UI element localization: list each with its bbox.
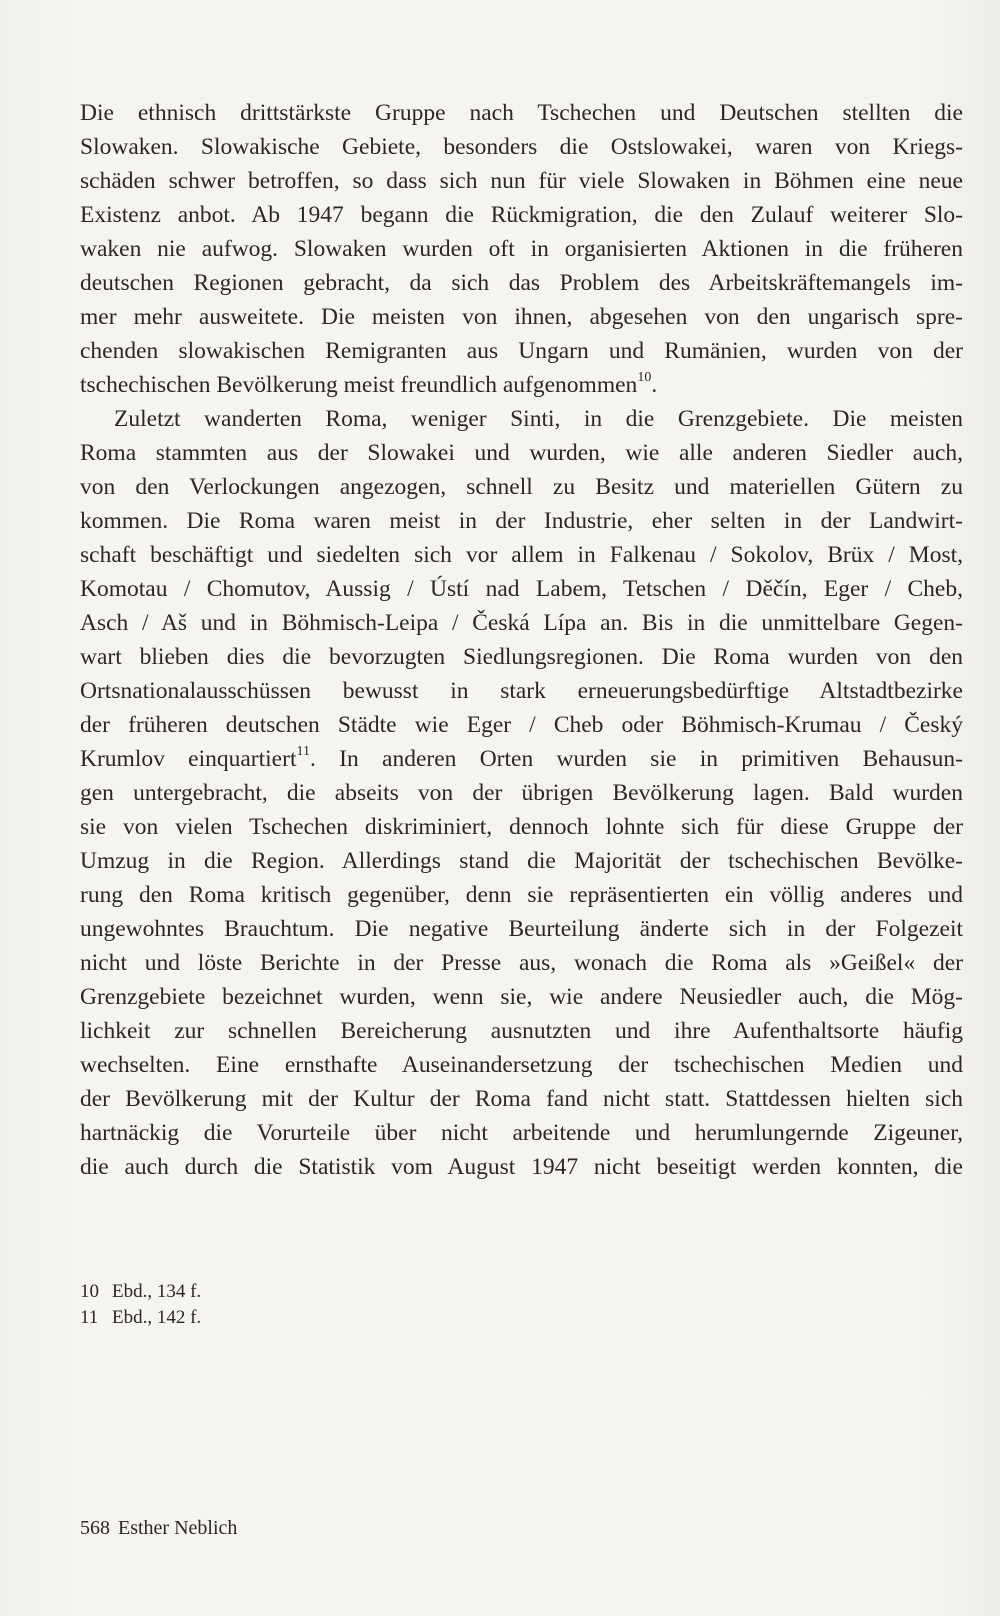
text-line: ungewohntes Brauchtum. Die negative Beurteilung änderte sich in der Folgezeit (80, 916, 963, 942)
text-line: Slowaken. Slowakische Gebiete, besonders die Ostslowakei, waren von Kriegs- (80, 134, 963, 160)
footnotes (80, 1279, 580, 1331)
text-segment: . In anderen Orten wurden sie in primitiven Behausun- (309, 746, 964, 772)
footnote-number: 11 (80, 1307, 99, 1328)
text-line: hartnäckig die Vorurteile über nicht arbeitende und herumlungernde Zigeuner, (80, 1120, 963, 1146)
text-line: Zuletzt wanderten Roma, weniger Sinti, in die Grenzgebiete. Die meisten (114, 406, 963, 432)
text-line: Komotau / Chomutov, Aussig / Ústí nad Labem, Tetschen / Děčín, Eger / Cheb, (80, 576, 963, 602)
text-line: schaft beschäftigt und siedelten sich vor allem in Falkenau / Sokolov, Brüx / Most, (80, 542, 963, 568)
text-line: mer mehr ausweitete. Die meisten von ihnen, abgesehen von den ungarisch spre- (80, 304, 963, 330)
text-line: Roma stammten aus der Slowakei und wurden, wie alle anderen Siedler auch, (80, 440, 963, 466)
text-line: rung den Roma kritisch gegenüber, denn sie repräsentierten ein völlig anderes und (80, 882, 963, 908)
text-line: Die ethnisch drittstärkste Gruppe nach Tschechen und Deutschen stellten die (80, 100, 963, 126)
paragraph-1 (80, 96, 963, 402)
text-line: waken nie aufwog. Slowaken wurden oft in organisierten Aktionen in die früheren (80, 236, 963, 262)
text-line: nicht und löste Berichte in der Presse aus, wonach die Roma als »Geißel« der (80, 950, 963, 976)
footnote-text: Ebd., 134 f. (112, 1281, 202, 1302)
body-text (80, 96, 963, 1184)
footnote-text: Ebd., 142 f. (112, 1307, 202, 1328)
text-line: kommen. Die Roma waren meist in der Industrie, eher selten in der Landwirt- (80, 508, 963, 534)
running-footer-author: Esther Neblich (118, 1517, 238, 1539)
page-footer (80, 1514, 237, 1542)
text-line: Asch / Aš und in Böhmisch-Leipa / Česká Lípa an. Bis in die unmittelbare Gegen- (80, 610, 963, 636)
footnote-reference[interactable]: 11 (296, 744, 310, 760)
text-line: Umzug in die Region. Allerdings stand die Majorität der tschechischen Bevölke- (80, 848, 963, 874)
text-line: wart blieben dies die bevorzugten Siedlungsregionen. Die Roma wurden von den (80, 644, 963, 670)
text-line: sie von vielen Tschechen diskriminiert, dennoch lohnte sich für diese Gruppe der (80, 814, 963, 840)
footnote-reference[interactable]: 10 (637, 370, 652, 386)
text-line: die auch durch die Statistik vom August 1947 nicht beseitigt werden konnten, die (80, 1154, 963, 1180)
text-line: lichkeit zur schnellen Bereicherung ausnutzten und ihre Aufenthaltsorte häufig (80, 1018, 963, 1044)
text-line: der früheren deutschen Städte wie Eger / Cheb oder Böhmisch-Krumau / Český (80, 712, 963, 738)
footnote-number: 10 (80, 1281, 99, 1302)
text-line (80, 742, 963, 776)
text-line: schäden schwer betroffen, so dass sich nun für viele Slowaken in Böhmen eine neue (80, 168, 963, 194)
text-line: Ortsnationalausschüssen bewusst in stark erneuerungsbedürftige Altstadtbezirke (80, 678, 963, 704)
paragraph-2 (80, 402, 963, 1184)
text-line: der Bevölkerung mit der Kultur der Roma fand nicht statt. Stattdessen hielten sich (80, 1086, 963, 1112)
text-segment: Krumlov einquartiert (80, 746, 297, 772)
text-line: gen untergebracht, die abseits von der übrigen Bevölkerung lagen. Bald wurden (80, 780, 963, 806)
page-number: 568 (80, 1517, 110, 1539)
text-segment: tschechischen Bevölkerung meist freundlich aufgenommen (80, 372, 638, 398)
footnote (80, 1305, 580, 1331)
text-line: Existenz anbot. Ab 1947 begann die Rückmigration, die den Zulauf weiterer Slo- (80, 202, 963, 228)
text-line: deutschen Regionen gebracht, da sich das Problem des Arbeitskräftemangels im- (80, 270, 963, 296)
text-line: chenden slowakischen Remigranten aus Ungarn und Rumänien, wurden von der (80, 338, 963, 364)
footnote (80, 1279, 580, 1305)
text-line: wechselten. Eine ernsthafte Auseinandersetzung der tschechischen Medien und (80, 1052, 963, 1078)
text-segment: . (651, 372, 658, 398)
text-line: von den Verlockungen angezogen, schnell zu Besitz und materiellen Gütern zu (80, 474, 963, 500)
text-line (80, 368, 963, 402)
text-line: Grenzgebiete bezeichnet wurden, wenn sie, wie andere Neusiedler auch, die Mög- (80, 984, 963, 1010)
